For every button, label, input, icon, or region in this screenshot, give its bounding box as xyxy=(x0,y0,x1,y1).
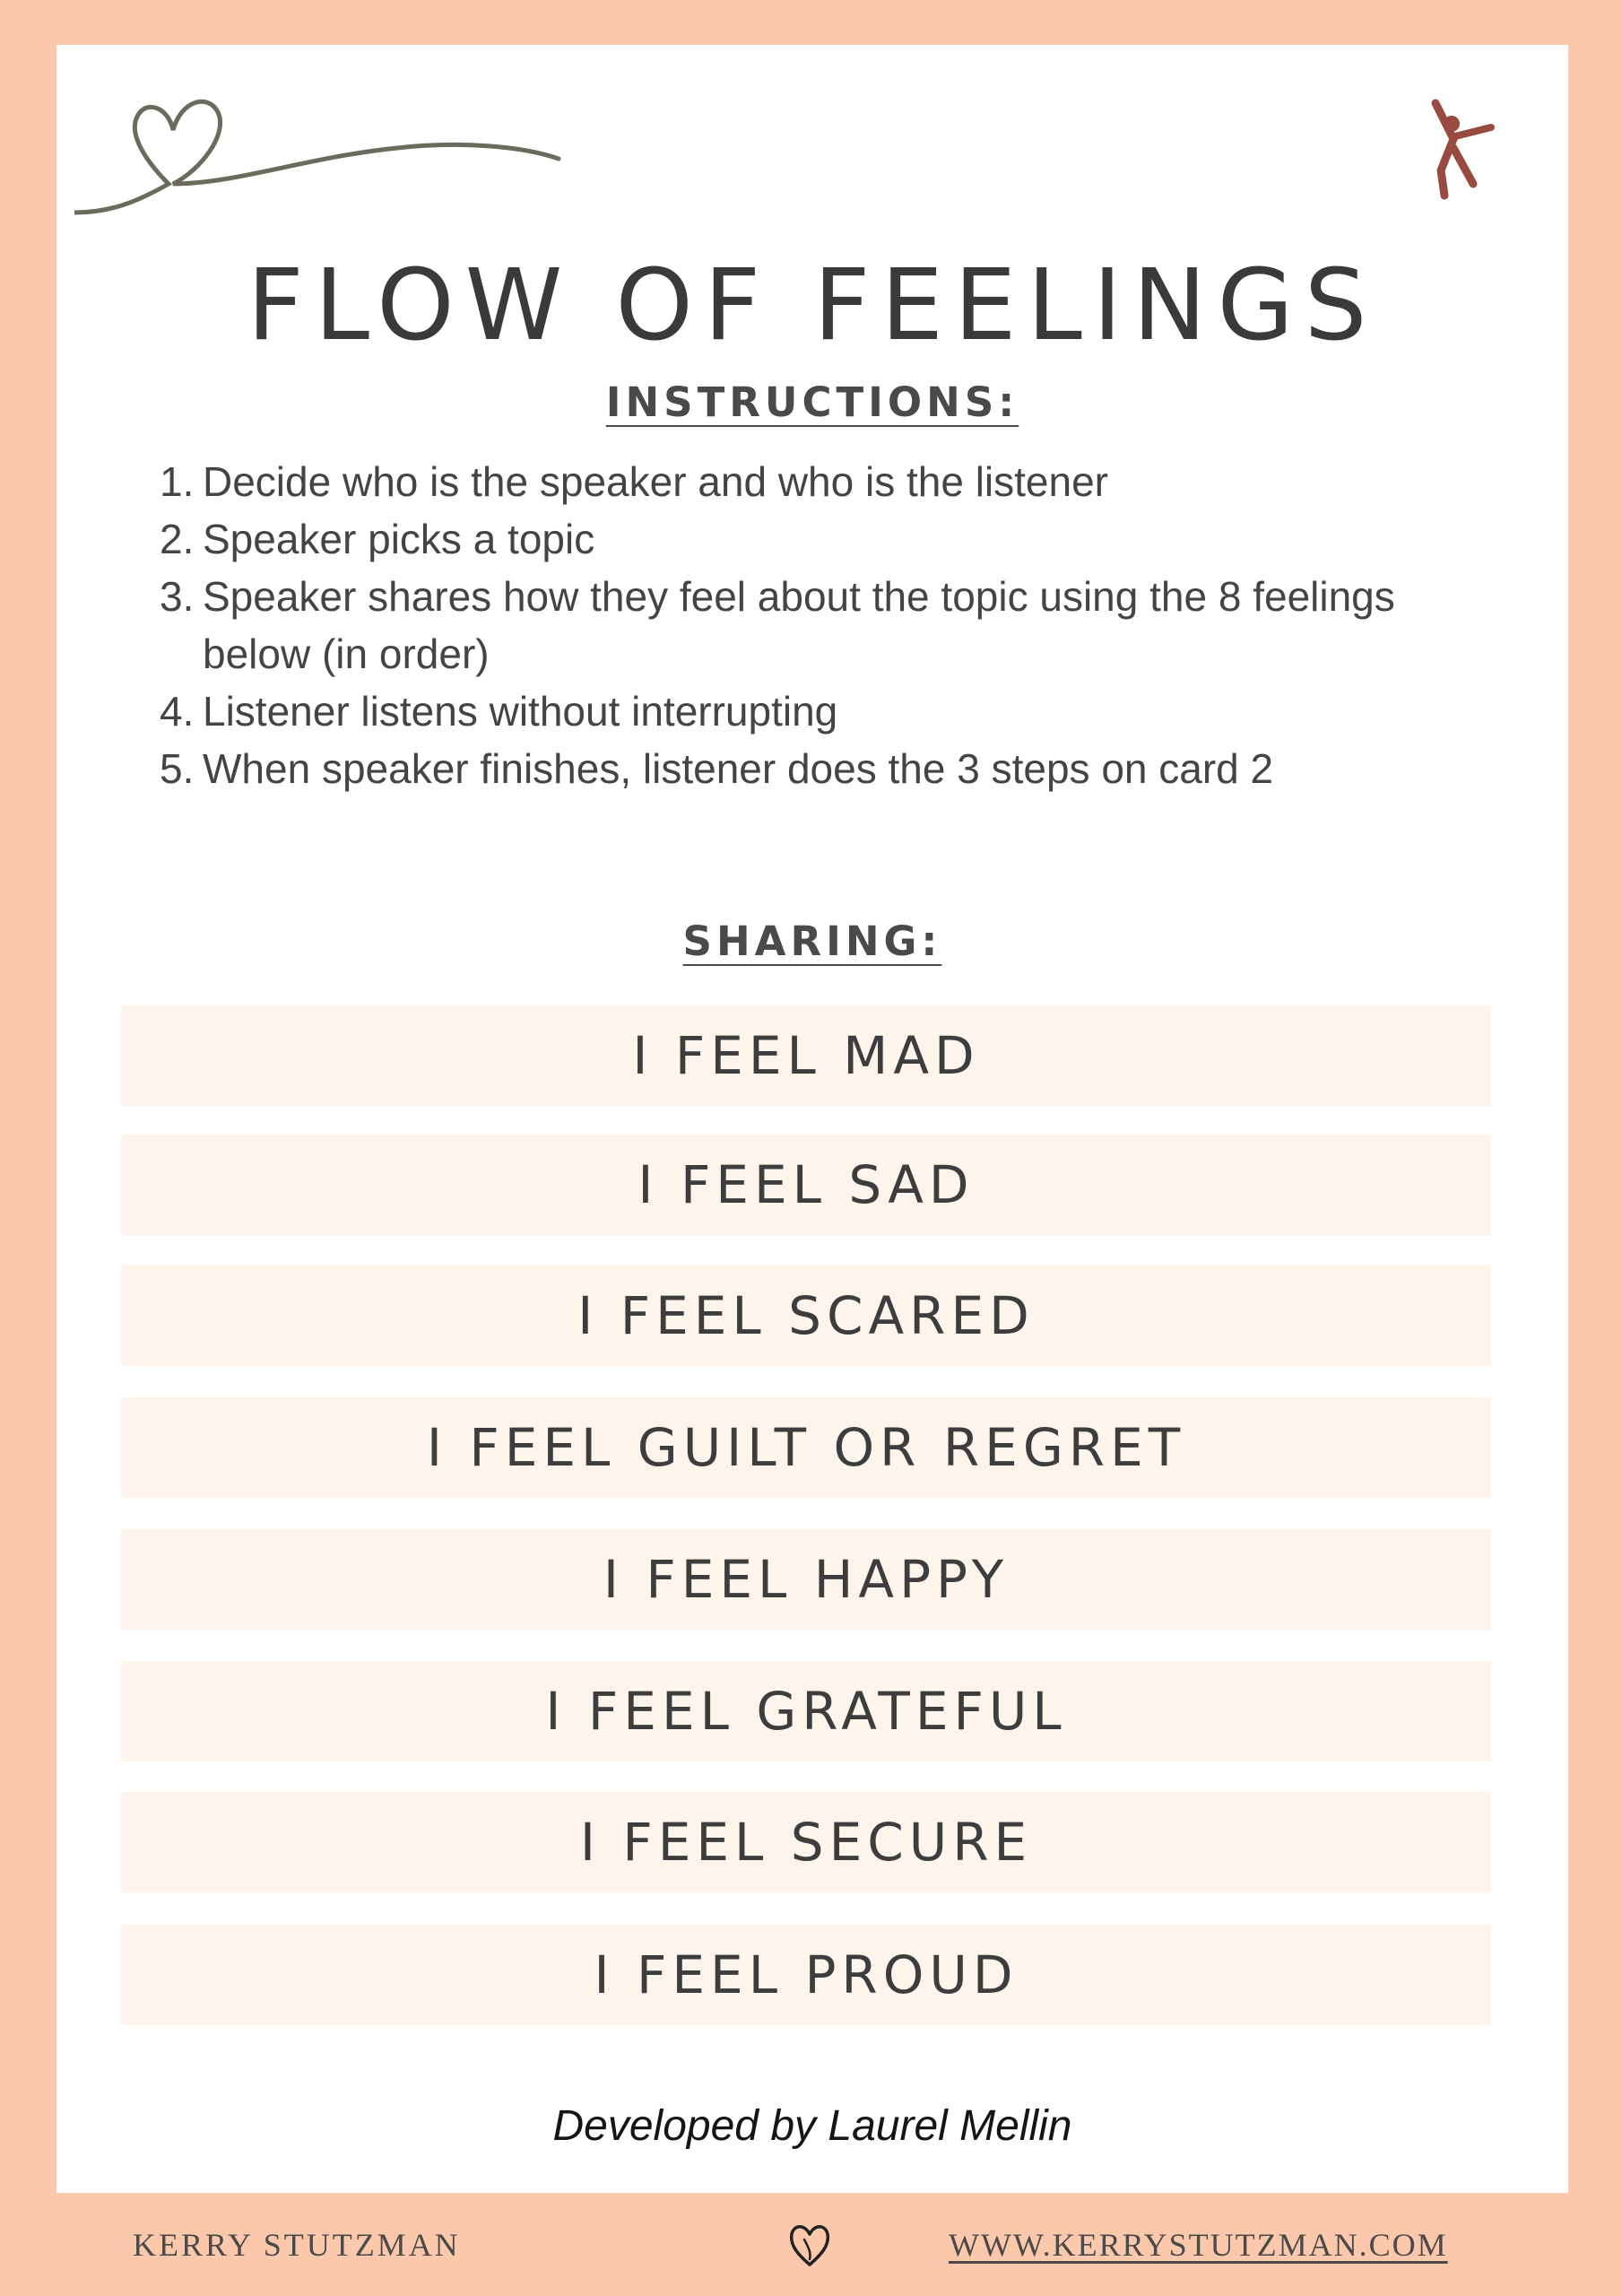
step-number: 3. xyxy=(160,573,195,620)
list-item xyxy=(160,740,1433,797)
feeling-row: I FEEL PROUD xyxy=(121,1925,1491,2025)
credit-text: Developed by Laurel Mellin xyxy=(552,2102,1072,2150)
list-item xyxy=(160,568,1433,683)
feelings-card xyxy=(56,45,1568,2193)
list-item xyxy=(160,453,1433,510)
step-text: Decide who is the speaker and who is the listener xyxy=(203,458,1109,505)
feeling-row: I FEEL HAPPY xyxy=(121,1529,1491,1630)
website-link[interactable]: WWW.KERRYSTUTZMAN.COM xyxy=(949,2227,1448,2263)
step-number: 5. xyxy=(160,745,195,792)
feeling-row: I FEEL GUILT OR REGRET xyxy=(121,1397,1491,1498)
instructions-list xyxy=(160,453,1433,797)
heart-swirl-icon xyxy=(74,76,577,238)
step-text: When speaker finishes, listener does the 3 steps on card 2 xyxy=(203,745,1274,792)
step-number: 1. xyxy=(160,458,195,505)
instructions-heading: INSTRUCTIONS: xyxy=(605,378,1019,426)
feeling-row: I FEEL GRATEFUL xyxy=(121,1661,1491,1761)
step-text: Speaker picks a topic xyxy=(203,516,595,562)
step-number: 2. xyxy=(160,516,195,562)
page-title: FLOW OF FEELINGS xyxy=(247,248,1378,362)
feeling-row: I FEEL MAD xyxy=(121,1005,1491,1106)
list-item xyxy=(160,510,1433,568)
feeling-row: I FEEL SCARED xyxy=(121,1265,1491,1366)
step-text: Speaker shares how they feel about the topic using the 8 feelings below (in order) xyxy=(203,573,1395,677)
feeling-row: I FEEL SAD xyxy=(121,1135,1491,1235)
feeling-row: I FEEL SECURE xyxy=(121,1792,1491,1892)
step-number: 4. xyxy=(160,688,195,735)
heart-icon xyxy=(786,2220,833,2270)
list-item xyxy=(160,683,1433,740)
footer-name: KERRY STUTZMAN xyxy=(133,2227,461,2263)
person-figure-icon xyxy=(1401,72,1509,206)
sharing-heading: SHARING: xyxy=(682,918,942,965)
step-text: Listener listens without interrupting xyxy=(203,688,838,735)
